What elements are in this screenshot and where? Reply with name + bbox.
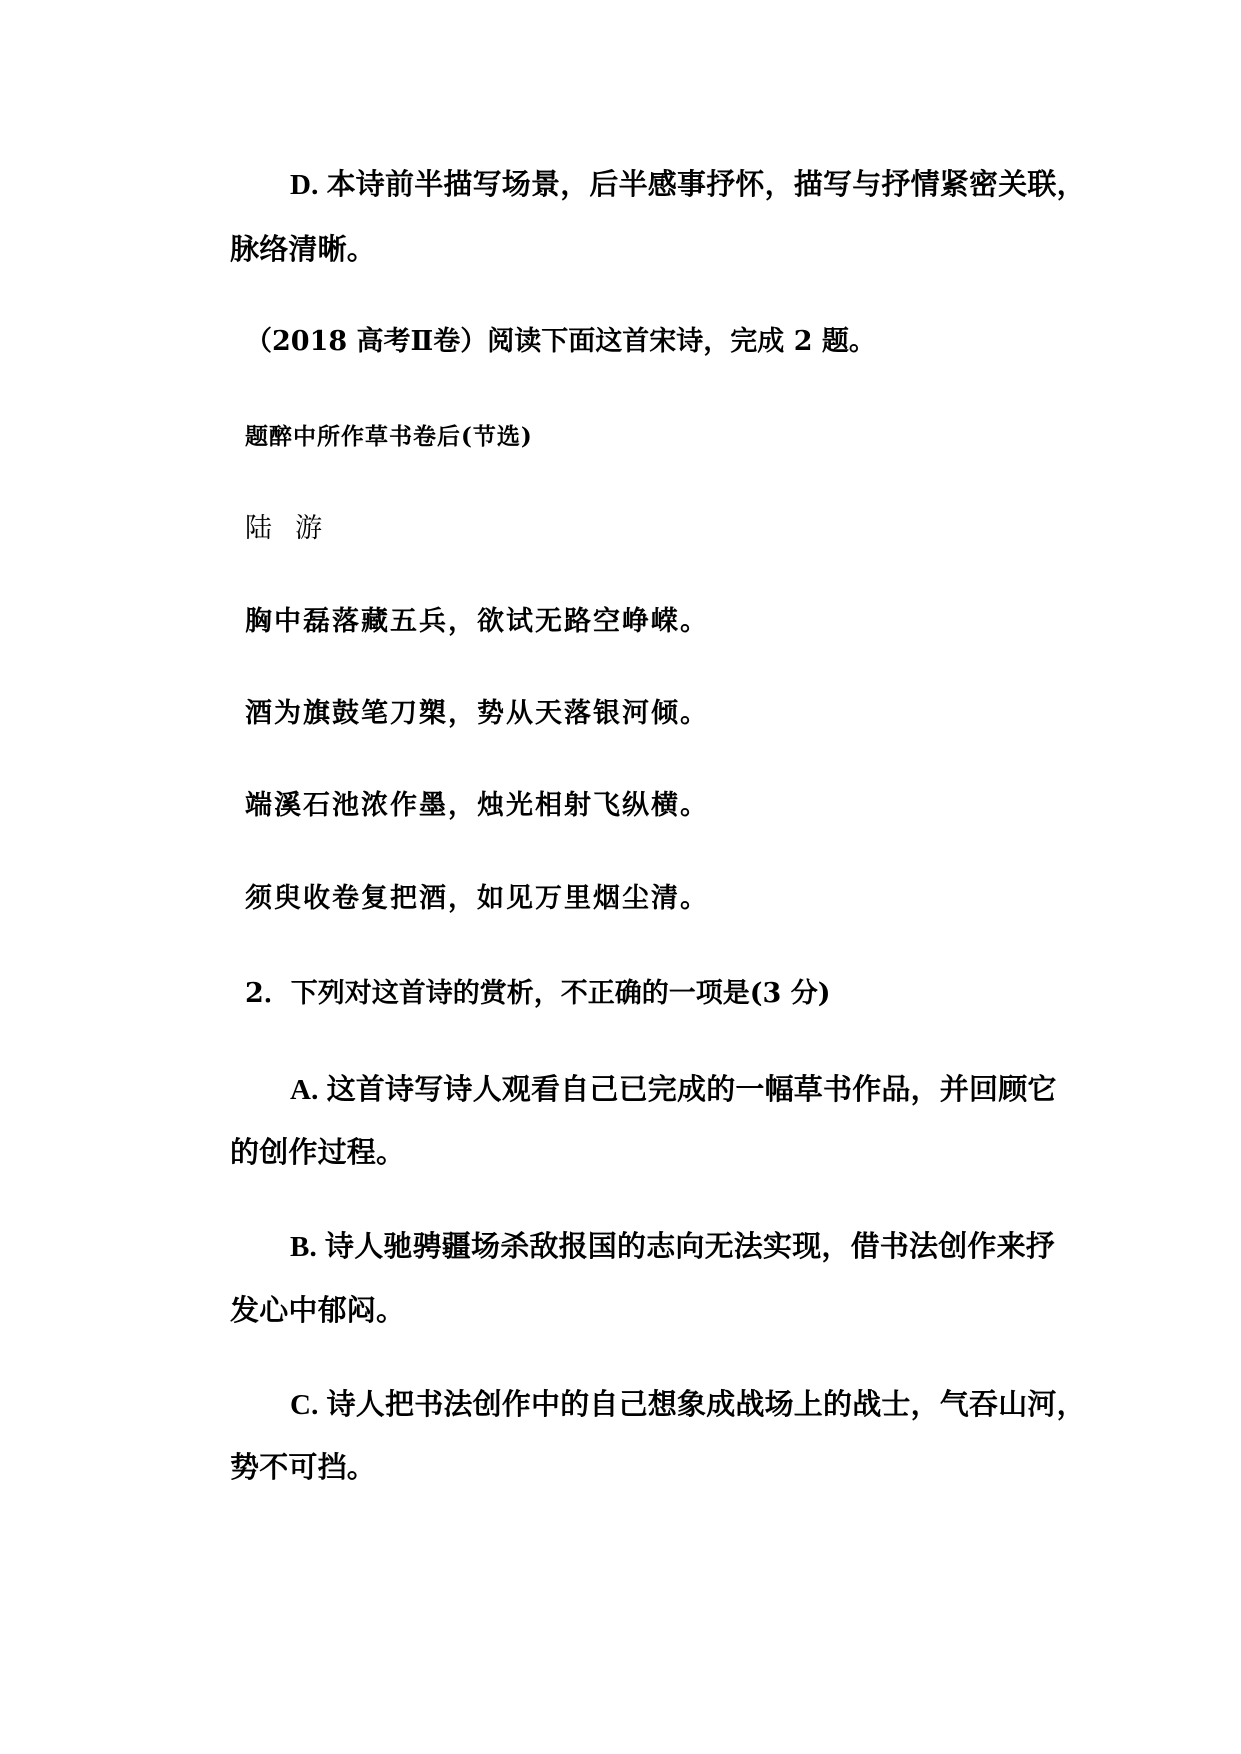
poem-line-3: 端溪石池浓作墨，烛光相射飞纵横。	[245, 790, 709, 821]
option-d-text: 本诗前半描写场景，后半感事抒怀，描写与抒情紧密关联，	[326, 167, 1086, 201]
option-b-line1	[290, 1229, 1056, 1263]
poem-line-4: 须臾收卷复把酒，如见万里烟尘清。	[245, 883, 709, 914]
option-a-letter: A.	[290, 1074, 319, 1106]
option-c-letter: C.	[290, 1389, 319, 1421]
poem-line-2: 酒为旗鼓笔刀槊，势从天落银河倾。	[245, 698, 709, 729]
option-c-line2: 势不可挡。	[230, 1450, 377, 1484]
option-b-text: 诗人驰骋疆场杀敌报国的志向无法实现，借书法创作来抒	[325, 1229, 1056, 1263]
option-c-line1	[290, 1387, 1086, 1421]
option-b-letter: B.	[290, 1231, 317, 1263]
option-a-line1	[290, 1072, 1057, 1106]
section-heading: （2018 高考Ⅱ卷）阅读下面这首宋诗，完成 2 题。	[245, 326, 876, 357]
option-a-line2: 的创作过程。	[230, 1135, 406, 1169]
poem-line-1: 胸中磊落藏五兵，欲试无路空峥嵘。	[245, 606, 709, 637]
option-d-line1	[290, 167, 1086, 201]
option-d-line2: 脉络清晰。	[230, 232, 377, 266]
question-text: 2．下列对这首诗的赏析，不正确的一项是(3 分)	[245, 978, 831, 1009]
option-c-text: 诗人把书法创作中的自己想象成战场上的战士，气吞山河，	[326, 1387, 1086, 1421]
option-d-letter: D.	[290, 169, 319, 201]
option-b-line2: 发心中郁闷。	[230, 1293, 406, 1327]
poem-author: 陆 游	[245, 513, 325, 544]
option-a-text: 这首诗写诗人观看自己已完成的一幅草书作品，并回顾它	[326, 1072, 1057, 1106]
poem-title: 题醉中所作草书卷后(节选)	[245, 423, 533, 450]
